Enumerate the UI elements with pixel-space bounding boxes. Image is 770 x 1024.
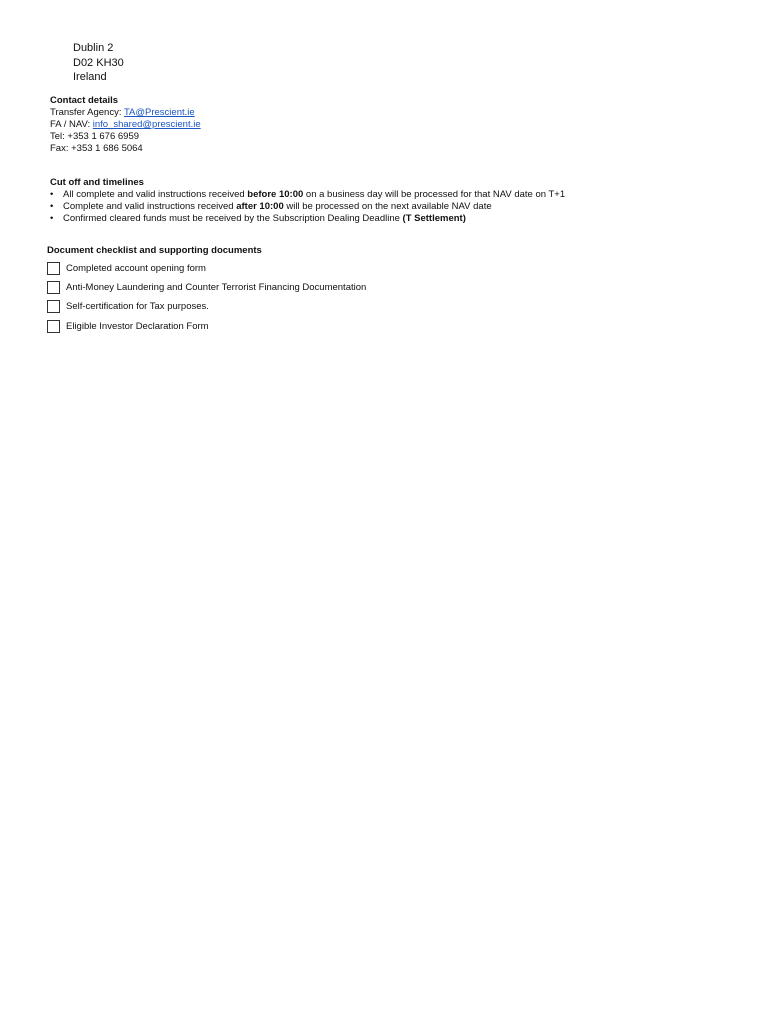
address-line-postcode: D02 KH30: [73, 57, 124, 69]
cutoff-item-text-end: will be processed on the next available NAV date: [283, 201, 492, 212]
checkbox[interactable]: [47, 281, 60, 294]
cutoff-item-emphasis: before 10:00: [247, 189, 304, 200]
address-line-country: Ireland: [73, 71, 107, 83]
bullet-icon: •: [50, 201, 54, 212]
checkbox[interactable]: [47, 320, 60, 333]
contact-heading: Contact details: [50, 95, 119, 106]
transfer-agency-label: Transfer Agency:: [50, 107, 122, 118]
transfer-agency-row: [50, 107, 195, 119]
bullet-icon: •: [50, 189, 54, 200]
checklist-item: [47, 299, 209, 314]
cutoff-heading: Cut off and timelines: [50, 177, 144, 188]
cutoff-item: [50, 213, 466, 225]
checklist-item: [47, 319, 209, 334]
cutoff-item-text-end: on a business day will be processed for that NAV date on T+1: [303, 189, 566, 200]
cutoff-item-text: Complete and valid instructions received: [63, 201, 237, 212]
checklist-item: [47, 261, 206, 276]
tel-line: Tel: +353 1 676 6959: [50, 131, 140, 142]
checkbox[interactable]: [47, 300, 60, 313]
fax-line: Fax: +353 1 686 5064: [50, 143, 143, 154]
checklist-item-label: Eligible Investor Declaration Form: [66, 321, 209, 332]
cutoff-item-text: All complete and valid instructions received: [63, 189, 248, 200]
fa-nav-row: [50, 119, 201, 131]
fa-nav-label: FA / NAV:: [50, 119, 91, 130]
checklist-item-label: Anti-Money Laundering and Counter Terrorist Financing Documentation: [66, 282, 367, 293]
cutoff-item: [50, 201, 492, 213]
cutoff-item: [50, 189, 565, 201]
address-line-city: Dublin 2: [73, 42, 114, 54]
checklist-item-label: Completed account opening form: [66, 263, 206, 274]
cutoff-item-emphasis: (T Settlement): [402, 213, 466, 224]
bullet-icon: •: [50, 213, 54, 224]
transfer-agency-email-link[interactable]: TA@Prescient.ie: [123, 107, 195, 118]
checklist-item-label: Self-certification for Tax purposes.: [66, 301, 209, 312]
cutoff-item-text: Confirmed cleared funds must be received by the Subscription Dealing Deadline: [63, 213, 403, 224]
checklist-item: [47, 280, 366, 295]
fa-nav-email-link[interactable]: info_shared@prescient.ie: [92, 119, 201, 130]
cutoff-item-emphasis: after 10:00: [236, 201, 284, 212]
checkbox[interactable]: [47, 262, 60, 275]
checklist-heading: Document checklist and supporting documents: [47, 245, 262, 256]
